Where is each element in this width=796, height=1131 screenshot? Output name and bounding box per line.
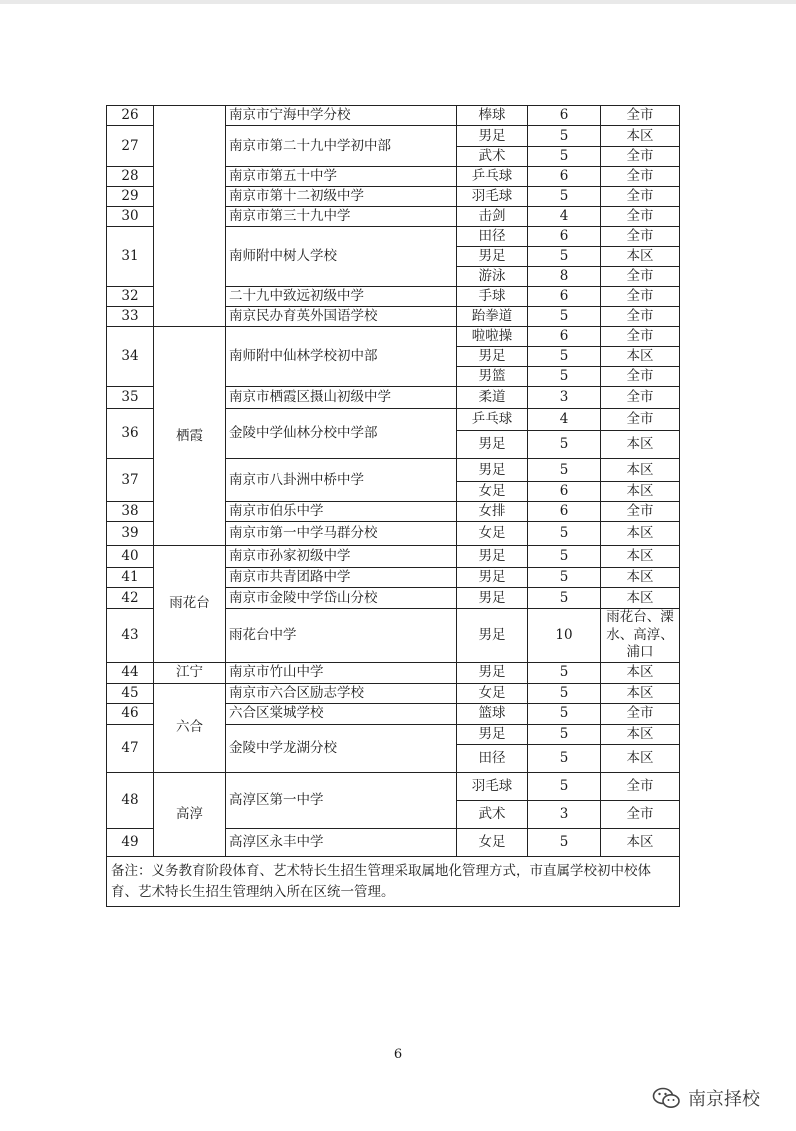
- school-name: 南京市伯乐中学: [226, 502, 457, 522]
- sport-item: 女排: [457, 502, 528, 522]
- sport-item: 男足: [457, 588, 528, 609]
- recruit-scope: 本区: [601, 126, 680, 147]
- table-row: [107, 327, 680, 347]
- admission-table: [106, 105, 680, 907]
- sport-item: 羽毛球: [457, 187, 528, 207]
- quota-count: 5: [528, 828, 601, 856]
- quota-count: 6: [528, 106, 601, 126]
- quota-count: 5: [528, 307, 601, 327]
- school-name: 南京市第三十九中学: [226, 207, 457, 227]
- sport-item: 男足: [457, 546, 528, 568]
- quota-count: 5: [528, 546, 601, 568]
- recruit-scope: 全市: [601, 703, 680, 724]
- recruit-scope: 全市: [601, 800, 680, 828]
- quota-count: 4: [528, 409, 601, 431]
- recruit-scope: 本区: [601, 683, 680, 703]
- quota-count: 5: [528, 522, 601, 546]
- recruit-scope: 本区: [601, 247, 680, 267]
- school-name: 南京市第五十中学: [226, 167, 457, 187]
- row-number: 37: [107, 459, 154, 502]
- quota-count: 5: [528, 724, 601, 744]
- district-cell: 六合: [154, 683, 226, 772]
- sport-item: 武术: [457, 800, 528, 828]
- note-row: [107, 856, 680, 907]
- quota-count: 5: [528, 126, 601, 147]
- sport-item: 男足: [457, 568, 528, 588]
- row-number: 39: [107, 522, 154, 546]
- quota-count: 5: [528, 703, 601, 724]
- school-name: 南师附中仙林学校初中部: [226, 327, 457, 387]
- school-name: 南京民办育英外国语学校: [226, 307, 457, 327]
- sport-item: 跆拳道: [457, 307, 528, 327]
- quota-count: 5: [528, 662, 601, 683]
- row-number: 40: [107, 546, 154, 568]
- school-name: 高淳区永丰中学: [226, 828, 457, 856]
- quota-count: 5: [528, 147, 601, 167]
- recruit-scope: 全市: [601, 287, 680, 307]
- recruit-scope: 全市: [601, 106, 680, 126]
- quota-count: 5: [528, 431, 601, 459]
- quota-count: 5: [528, 187, 601, 207]
- school-name: 金陵中学仙林分校中学部: [226, 409, 457, 459]
- recruit-scope: 全市: [601, 187, 680, 207]
- quota-count: 3: [528, 387, 601, 409]
- table-row: [107, 106, 680, 126]
- district-cell: 雨花台: [154, 546, 226, 663]
- recruit-scope: 全市: [601, 387, 680, 409]
- row-number: 47: [107, 724, 154, 772]
- district-cell: 高淳: [154, 772, 226, 856]
- quota-count: 5: [528, 588, 601, 609]
- scan-top-edge: [0, 0, 796, 4]
- recruit-scope: 全市: [601, 207, 680, 227]
- row-number: 41: [107, 568, 154, 588]
- school-name: 雨花台中学: [226, 609, 457, 663]
- quota-count: 6: [528, 287, 601, 307]
- school-name: 南京市六合区励志学校: [226, 683, 457, 703]
- row-number: 44: [107, 662, 154, 683]
- row-number: 48: [107, 772, 154, 828]
- quota-count: 6: [528, 482, 601, 502]
- row-number: 31: [107, 227, 154, 287]
- row-number: 45: [107, 683, 154, 703]
- recruit-scope: 本区: [601, 347, 680, 367]
- school-name: 金陵中学龙湖分校: [226, 724, 457, 772]
- sport-item: 男足: [457, 431, 528, 459]
- sport-item: 乒乓球: [457, 409, 528, 431]
- note-text: 备注：义务教育阶段体育、艺术特长生招生管理采取属地化管理方式，市直属学校初中校体育、艺术特长生招生管理纳入所在区统一管理。: [107, 856, 680, 907]
- recruit-scope: 全市: [601, 327, 680, 347]
- table-row: [107, 772, 680, 800]
- sport-item: 男足: [457, 247, 528, 267]
- school-name: 南京市第二十九中学初中部: [226, 126, 457, 167]
- row-number: 36: [107, 409, 154, 459]
- row-number: 26: [107, 106, 154, 126]
- watermark-text: 南京择校: [688, 1089, 760, 1110]
- table-row: [107, 546, 680, 568]
- recruit-scope: 全市: [601, 307, 680, 327]
- quota-count: 10: [528, 609, 601, 663]
- school-name: 南京市金陵中学岱山分校: [226, 588, 457, 609]
- sport-item: 男足: [457, 662, 528, 683]
- row-number: 34: [107, 327, 154, 387]
- quota-count: 5: [528, 247, 601, 267]
- row-number: 35: [107, 387, 154, 409]
- sport-item: 游泳: [457, 267, 528, 287]
- quota-count: 5: [528, 459, 601, 482]
- quota-count: 4: [528, 207, 601, 227]
- recruit-scope: 全市: [601, 772, 680, 800]
- quota-count: 5: [528, 744, 601, 772]
- quota-count: 3: [528, 800, 601, 828]
- recruit-scope: 全市: [601, 409, 680, 431]
- table-body: [107, 106, 680, 907]
- quota-count: 6: [528, 227, 601, 247]
- sport-item: 羽毛球: [457, 772, 528, 800]
- recruit-scope: 全市: [601, 227, 680, 247]
- recruit-scope: 本区: [601, 568, 680, 588]
- row-number: 33: [107, 307, 154, 327]
- recruit-scope: 本区: [601, 662, 680, 683]
- sport-item: 女足: [457, 522, 528, 546]
- row-number: 43: [107, 609, 154, 663]
- quota-count: 6: [528, 502, 601, 522]
- district-cell: 江宁: [154, 662, 226, 683]
- school-name: 南京市八卦洲中桥中学: [226, 459, 457, 502]
- sport-item: 女足: [457, 482, 528, 502]
- quota-count: 5: [528, 568, 601, 588]
- sport-item: 击剑: [457, 207, 528, 227]
- recruit-scope: 全市: [601, 147, 680, 167]
- sport-item: 篮球: [457, 703, 528, 724]
- recruit-scope: 本区: [601, 459, 680, 482]
- row-number: 28: [107, 167, 154, 187]
- sport-item: 棒球: [457, 106, 528, 126]
- recruit-scope: 全市: [601, 167, 680, 187]
- row-number: 29: [107, 187, 154, 207]
- row-number: 49: [107, 828, 154, 856]
- district-cell: [154, 106, 226, 327]
- recruit-scope: 全市: [601, 502, 680, 522]
- row-number: 30: [107, 207, 154, 227]
- sport-item: 女足: [457, 683, 528, 703]
- quota-count: 5: [528, 347, 601, 367]
- school-name: 南京市第一中学马群分校: [226, 522, 457, 546]
- sport-item: 男篮: [457, 367, 528, 387]
- quota-count: 5: [528, 683, 601, 703]
- school-name: 南师附中树人学校: [226, 227, 457, 287]
- row-number: 27: [107, 126, 154, 167]
- recruit-scope: 本区: [601, 588, 680, 609]
- row-number: 46: [107, 703, 154, 724]
- wechat-icon: [652, 1086, 682, 1110]
- quota-count: 5: [528, 367, 601, 387]
- school-name: 南京市第十二初级中学: [226, 187, 457, 207]
- sport-item: 男足: [457, 347, 528, 367]
- quota-count: 8: [528, 267, 601, 287]
- row-number: 32: [107, 287, 154, 307]
- school-name: 二十九中致远初级中学: [226, 287, 457, 307]
- sport-item: 武术: [457, 147, 528, 167]
- district-cell: 栖霞: [154, 327, 226, 546]
- recruit-scope: 本区: [601, 724, 680, 744]
- table-row: [107, 662, 680, 683]
- school-name: 南京市孙家初级中学: [226, 546, 457, 568]
- school-name: 南京市宁海中学分校: [226, 106, 457, 126]
- sport-item: 柔道: [457, 387, 528, 409]
- row-number: 38: [107, 502, 154, 522]
- recruit-scope: 本区: [601, 828, 680, 856]
- sport-item: 乒乓球: [457, 167, 528, 187]
- sport-item: 女足: [457, 828, 528, 856]
- page-number: 6: [393, 1047, 403, 1062]
- school-name: 南京市共青团路中学: [226, 568, 457, 588]
- school-name: 高淳区第一中学: [226, 772, 457, 828]
- watermark: [652, 1085, 760, 1111]
- school-name: 南京市竹山中学: [226, 662, 457, 683]
- recruit-scope: 本区: [601, 546, 680, 568]
- sport-item: 男足: [457, 459, 528, 482]
- school-name: 南京市栖霞区摄山初级中学: [226, 387, 457, 409]
- sport-item: 男足: [457, 724, 528, 744]
- recruit-scope: 本区: [601, 431, 680, 459]
- recruit-scope: 全市: [601, 267, 680, 287]
- quota-count: 6: [528, 167, 601, 187]
- sport-item: 男足: [457, 126, 528, 147]
- recruit-scope: 本区: [601, 744, 680, 772]
- sport-item: 田径: [457, 744, 528, 772]
- sport-item: 田径: [457, 227, 528, 247]
- quota-count: 6: [528, 327, 601, 347]
- recruit-scope: 本区: [601, 522, 680, 546]
- recruit-scope: 全市: [601, 367, 680, 387]
- row-number: 42: [107, 588, 154, 609]
- recruit-scope: 本区: [601, 482, 680, 502]
- recruit-scope: 雨花台、溧水、高淳、浦口: [601, 609, 680, 663]
- table-row: [107, 683, 680, 703]
- sport-item: 手球: [457, 287, 528, 307]
- school-name: 六合区棠城学校: [226, 703, 457, 724]
- quota-count: 5: [528, 772, 601, 800]
- sport-item: 啦啦操: [457, 327, 528, 347]
- sport-item: 男足: [457, 609, 528, 663]
